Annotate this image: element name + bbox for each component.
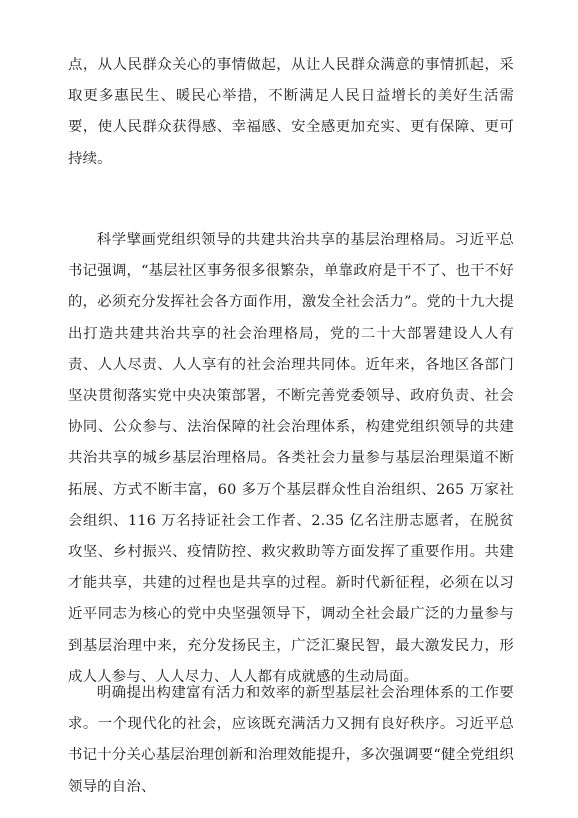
paragraph-continuation: 点，从人民群众关心的事情做起，从让人民群众满意的事情抓起，采取更多惠民生、暖民心举措，不断满足人民日益增长的美好生活需要，使人民群众获得感、幸福感、安全感更加充实、更有保障、更可持续。 xyxy=(68,57,514,167)
paragraph-governance-pattern: 科学擘画党组织领导的共建共治共享的基层治理格局。习近平总书记强调，“基层社区事务很多很繁杂，单靠政府是干不了、也干不好的，必须充分发挥社会各方面作用，激发全社会活力”。党的十九大提出打造共建共治共享的社会治理格局，党的二十大部署建设人人有责、人人尽责、人人享有的社会治理共同体。近年来，各地区各部门坚决贯彻落实党中央决策部署，不断完善党委领导、政府负责、社会协同、公众参与、法治保障的社会治理体系，构建党组织领导的共建共治共享的城乡基层治理格局。各类社会力量参与基层治理渠道不断拓展、方式不断丰富，60 多万个基层群众性自治组织、265 万家社会组织、116 万名持证社会工作者、2.35 亿名注册志愿者，在脱贫攻坚、乡村振兴、疫情防控、救灾救助等方面发挥了重要作用。共建才能共享，共建的过程也是共享的过程。新时代新征程，必须在以习近平同志为核心的党中央坚强领导下，调动全社会最广泛的力量参与到基层治理中来，充分发扬民主，广泛汇聚民智，最大激发民力，形成人人参与、人人尽力、人人都有成就感的生动局面。 xyxy=(68,232,514,685)
paragraph-governance-system: 明确提出构建富有活力和效率的新型基层社会治理体系的工作要求。一个现代化的社会，应该既充满活力又拥有良好秩序。习近平总书记十分关心基层治理创新和治理效能提升，多次强调要“健全党组织领导的自治、 xyxy=(68,685,514,795)
